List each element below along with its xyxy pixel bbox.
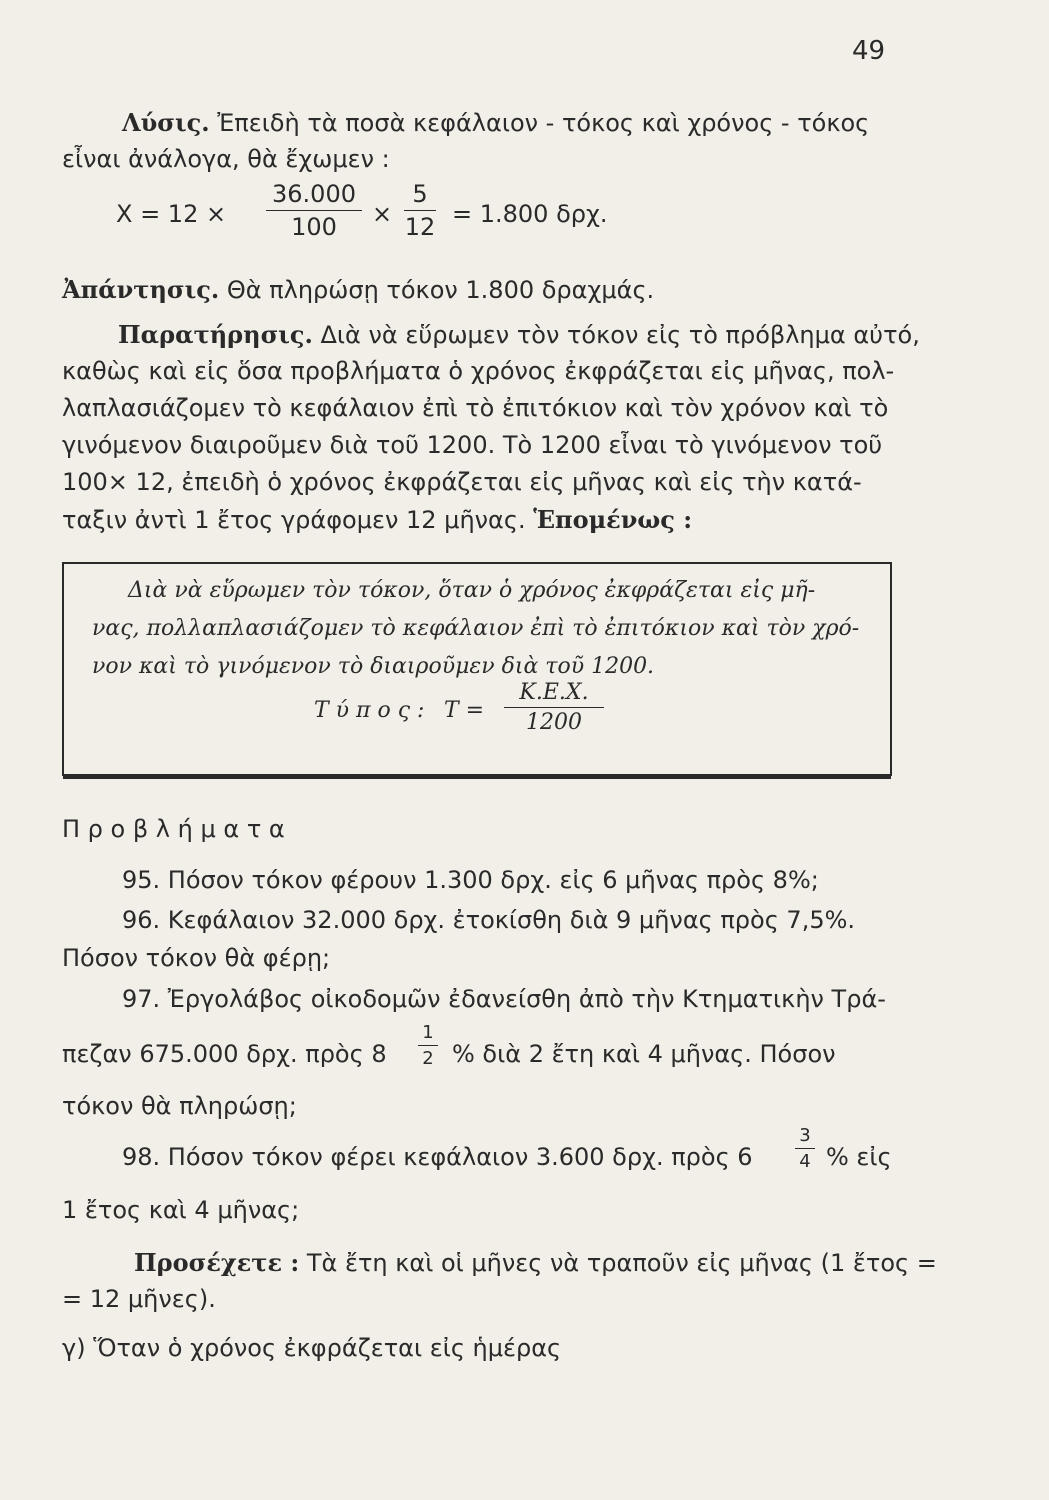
problem-97-fraction-denominator: 2	[422, 1048, 434, 1069]
problem-97-line-2b: % διὰ 2 ἔτη καὶ 4 μῆνας. Πόσον	[452, 1040, 836, 1068]
remark-label: Παρατήρησις.	[118, 320, 313, 349]
formula-prefix: X = 12 ×	[116, 200, 227, 228]
remark-text-1: Διὰ νὰ εὕρωμεν τὸν τόκον εἰς τὸ πρόβλημα αὐτό,	[320, 321, 920, 349]
rule-fraction-denominator: 1200	[526, 710, 582, 735]
fraction-1-denominator: 100	[291, 213, 337, 241]
answer-label: Ἀπάντησις.	[62, 275, 220, 304]
solution-line-1	[122, 108, 869, 137]
problem-97-fraction-numerator: 1	[418, 1022, 438, 1046]
formula-fraction-1	[266, 180, 362, 241]
rule-fraction-numerator: K.E.X.	[504, 680, 604, 708]
remark-line-4: γινόμενον διαιροῦμεν διὰ τοῦ 1200. Τὸ 1200 εἶναι τὸ γινόμενον τοῦ	[62, 431, 883, 459]
rule-box	[62, 562, 892, 776]
rule-formula-lhs: T =	[444, 698, 485, 723]
note-line-2: = 12 μῆνες).	[62, 1285, 216, 1313]
remark-line-1	[118, 320, 920, 349]
problems-heading: Π ρ ο β λ ή μ α τ α	[62, 815, 285, 843]
remark-line-5: 100× 12, ἐπειδὴ ὁ χρόνος ἐκφράζεται εἰς μῆνας καὶ εἰς τὴν κατά-	[62, 468, 862, 496]
next-section-heading: γ) Ὅταν ὁ χρόνος ἐκφράζεται εἰς ἡμέρας	[62, 1334, 562, 1362]
note-label: Προσέχετε :	[134, 1248, 300, 1277]
formula-times: ×	[372, 200, 393, 228]
fraction-2-numerator: 5	[404, 180, 436, 211]
problem-98-fraction-numerator: 3	[795, 1125, 815, 1149]
problem-97-line-2a: πεζαν 675.000 δρχ. πρὸς 8	[62, 1040, 387, 1068]
rule-line-2: νας, πολλαπλασιάζομεν τὸ κεφάλαιον ἐπὶ τὸ ἐπιτόκιον καὶ τὸν χρό-	[92, 616, 860, 641]
remark-therefore: Ἑπομένως :	[533, 505, 693, 534]
problem-98-line-2: 1 ἔτος καὶ 4 μῆνας;	[62, 1196, 300, 1224]
rule-line-3: νον καὶ τὸ γινόμενον τὸ διαιροῦμεν διὰ τοῦ 1200.	[92, 654, 655, 679]
problem-98-fraction-denominator: 4	[799, 1151, 811, 1172]
fraction-2-denominator: 12	[404, 213, 436, 241]
problem-98-line-1a: 98. Πόσον τόκον φέρει κεφάλαιον 3.600 δρχ. πρὸς 6	[122, 1143, 753, 1171]
formula-fraction-2	[404, 180, 436, 241]
problem-97-line-1: 97. Ἐργολάβος οἰκοδομῶν ἐδανείσθη ἀπὸ τὴν Κτηματικὴν Τρά-	[122, 985, 886, 1013]
problem-96-line-1: 96. Κεφάλαιον 32.000 δρχ. ἐτοκίσθη διὰ 9 μῆνας πρὸς 7,5%.	[122, 906, 856, 934]
solution-label: Λύσις.	[122, 108, 210, 137]
remark-line-2: καθὼς καὶ εἰς ὅσα προβλήματα ὁ χρόνος ἐκφράζεται εἰς μῆνας, πολ-	[62, 357, 895, 385]
problem-95: 95. Πόσον τόκον φέρουν 1.300 δρχ. εἰς 6 μῆνας πρὸς 8%;	[122, 866, 819, 894]
problem-96-line-2: Πόσον τόκον θὰ φέρῃ;	[62, 944, 331, 972]
solution-line-2: εἶναι ἀνάλογα, θὰ ἔχωμεν :	[62, 145, 390, 173]
remark-text-6: ταξιν ἀντὶ 1 ἔτος γράφομεν 12 μῆνας.	[62, 506, 526, 534]
rule-formula-fraction	[504, 680, 604, 735]
remark-line-3: λαπλασιάζομεν τὸ κεφάλαιον ἐπὶ τὸ ἐπιτόκιον καὶ τὸν χρόνον καὶ τὸ	[62, 394, 889, 422]
solution-text-1: Ἐπειδὴ τὰ ποσὰ κεφάλαιον - τόκος καὶ χρόνος - τόκος	[217, 109, 870, 137]
answer-line	[62, 275, 654, 304]
rule-formula-label: Τ ύ π ο ς :	[314, 698, 425, 723]
formula-result: = 1.800 δρχ.	[452, 200, 608, 228]
problem-98-line-1b: % εἰς	[826, 1143, 892, 1171]
problem-98-fraction	[795, 1125, 815, 1172]
answer-text: Θὰ πληρώσῃ τόκον 1.800 δραχμάς.	[226, 276, 655, 304]
note-line-1	[134, 1248, 937, 1277]
page-number: 49	[852, 36, 886, 66]
remark-line-6	[62, 505, 692, 534]
problem-97-line-3: τόκον θὰ πληρώσῃ;	[62, 1092, 297, 1120]
problem-97-fraction	[418, 1022, 438, 1069]
fraction-1-numerator: 36.000	[266, 180, 362, 211]
rule-line-1: Διὰ νὰ εὕρωμεν τὸν τόκον, ὅταν ὁ χρόνος ἐκφράζεται εἰς μῆ-	[128, 578, 816, 603]
note-text-1: Τὰ ἔτη καὶ οἱ μῆνες νὰ τραποῦν εἰς μῆνας (1 ἔτος =	[306, 1249, 937, 1277]
